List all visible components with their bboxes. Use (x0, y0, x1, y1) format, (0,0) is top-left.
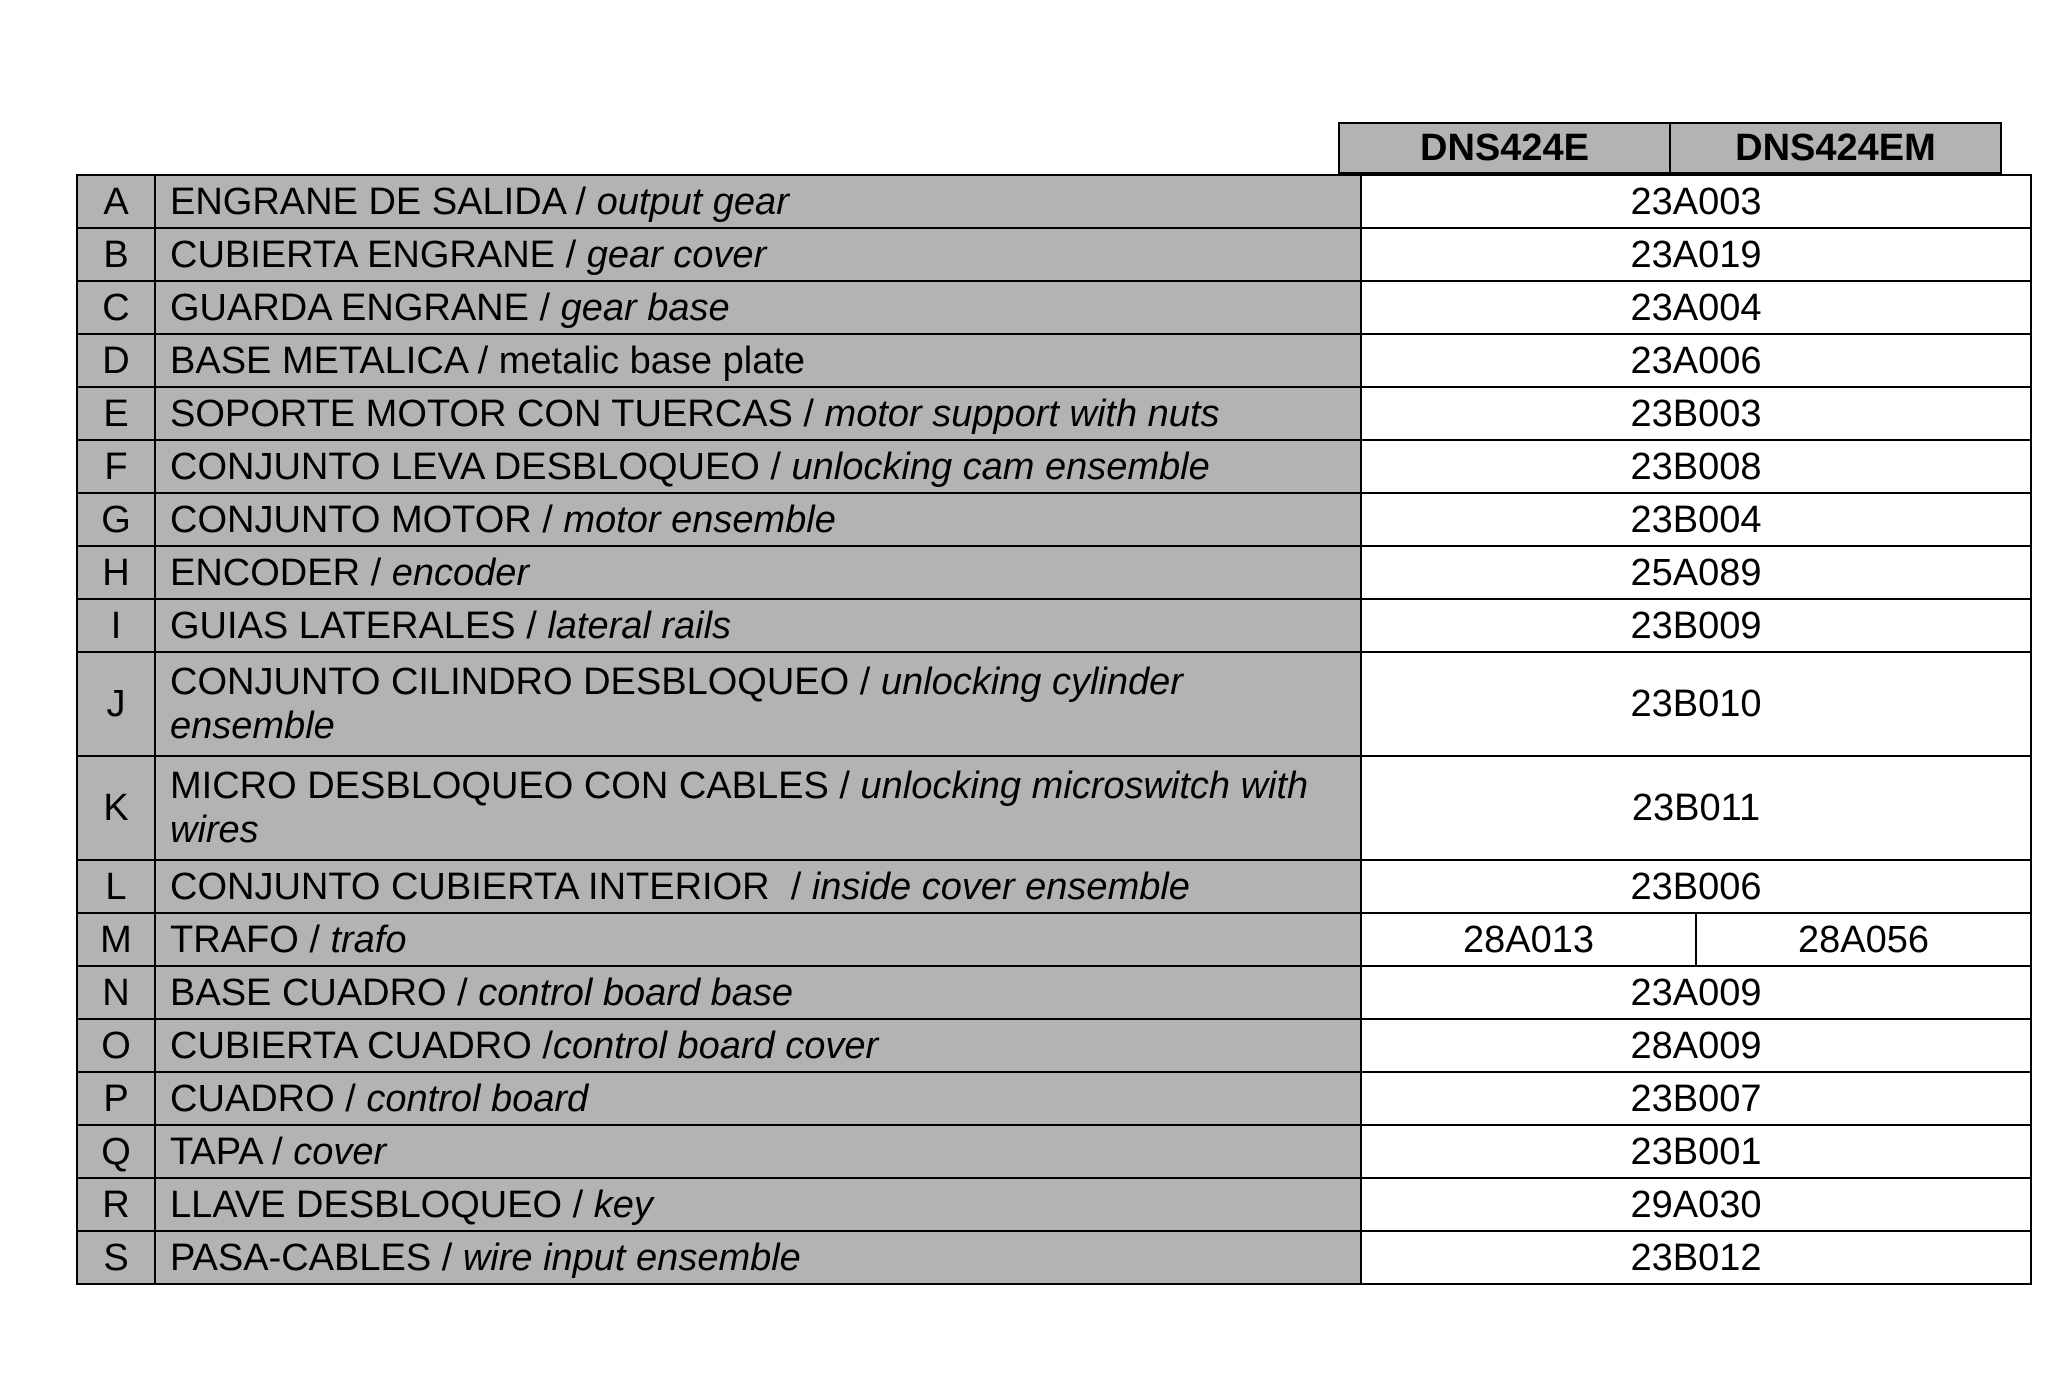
part-code: 23A009 (1361, 966, 2031, 1019)
table-row (77, 756, 2031, 860)
table-row (77, 599, 2031, 652)
part-letter: C (77, 281, 155, 334)
part-description (155, 966, 1361, 1019)
part-description (155, 281, 1361, 334)
part-letter: S (77, 1231, 155, 1284)
description-english: wire input ensemble (462, 1236, 801, 1279)
description-english: unlocking cam ensemble (791, 445, 1210, 488)
part-letter: J (77, 652, 155, 756)
description-spanish: ENCODER / (170, 551, 392, 594)
part-description (155, 1019, 1361, 1072)
part-code: 23B009 (1361, 599, 2031, 652)
part-code: 23A019 (1361, 228, 2031, 281)
description-spanish: CONJUNTO CUBIERTA INTERIOR / (170, 865, 812, 908)
parts-table (76, 174, 2032, 1285)
description-english: trafo (330, 918, 407, 961)
part-code: 23A006 (1361, 334, 2031, 387)
description-spanish: CUBIERTA ENGRANE / (170, 233, 587, 276)
description-english: motor support with nuts (824, 392, 1220, 435)
table-row (77, 281, 2031, 334)
description-spanish: SOPORTE MOTOR CON TUERCAS / (170, 392, 825, 435)
table-row (77, 493, 2031, 546)
part-letter: A (77, 175, 155, 228)
part-code: 23A004 (1361, 281, 2031, 334)
table-row (77, 228, 2031, 281)
table-row (77, 440, 2031, 493)
part-code: 23B004 (1361, 493, 2031, 546)
part-description (155, 1125, 1361, 1178)
table-row (77, 546, 2031, 599)
description-spanish: LLAVE DESBLOQUEO / (170, 1183, 594, 1226)
part-code: 29A030 (1361, 1178, 2031, 1231)
table-row (77, 387, 2031, 440)
part-letter: D (77, 334, 155, 387)
description-english: gear cover (586, 233, 767, 276)
part-code: 23B011 (1361, 756, 2031, 860)
table-row (77, 913, 2031, 966)
description-spanish: ENGRANE DE SALIDA / (170, 180, 597, 223)
part-code-dns424em: 28A056 (1696, 913, 2031, 966)
part-description (155, 1231, 1361, 1284)
description-english: encoder (391, 551, 530, 594)
description-english: gear base (560, 286, 730, 329)
description-english: unlocking cylinder ensemble (170, 661, 1183, 747)
table-row (77, 1072, 2031, 1125)
table-row (77, 1019, 2031, 1072)
part-code: 23B003 (1361, 387, 2031, 440)
table-row (77, 860, 2031, 913)
part-description (155, 387, 1361, 440)
description-spanish: MICRO DESBLOQUEO CON CABLES / (170, 765, 861, 807)
table-row (77, 652, 2031, 756)
part-description (155, 1072, 1361, 1125)
part-letter: M (77, 913, 155, 966)
part-letter: F (77, 440, 155, 493)
part-code: 28A009 (1361, 1019, 2031, 1072)
description-spanish: BASE CUADRO / (170, 971, 479, 1014)
part-code-dns424e: 28A013 (1361, 913, 1696, 966)
part-letter: O (77, 1019, 155, 1072)
model-header (1338, 122, 2002, 174)
table-row (77, 334, 2031, 387)
description-english: control board base (478, 971, 794, 1014)
part-code: 23B008 (1361, 440, 2031, 493)
description-spanish: CONJUNTO LEVA DESBLOQUEO / (170, 445, 792, 488)
part-code: 23B006 (1361, 860, 2031, 913)
table-row (77, 966, 2031, 1019)
table-row (77, 175, 2031, 228)
description-english: cover (293, 1130, 387, 1173)
description-spanish: CUBIERTA CUADRO / (170, 1024, 553, 1067)
part-letter: K (77, 756, 155, 860)
part-description (155, 860, 1361, 913)
description-spanish: GUARDA ENGRANE / (170, 286, 561, 329)
table-row (77, 1178, 2031, 1231)
description-english: output gear (596, 180, 789, 223)
part-code: 23B012 (1361, 1231, 2031, 1284)
part-description (155, 1178, 1361, 1231)
part-code: 23B010 (1361, 652, 2031, 756)
description-spanish: TAPA / (170, 1130, 294, 1173)
part-letter: E (77, 387, 155, 440)
description-english: key (593, 1183, 653, 1226)
column-header-dns424e: DNS424E (1338, 122, 1671, 174)
part-letter: Q (77, 1125, 155, 1178)
description-english: inside cover ensemble (811, 865, 1190, 908)
part-letter: N (77, 966, 155, 1019)
part-description (155, 913, 1361, 966)
description-english: control board (366, 1077, 589, 1120)
description-spanish: GUIAS LATERALES / (170, 604, 548, 647)
part-letter: G (77, 493, 155, 546)
part-code: 23B007 (1361, 1072, 2031, 1125)
part-code: 23B001 (1361, 1125, 2031, 1178)
part-letter: R (77, 1178, 155, 1231)
part-description (155, 652, 1361, 756)
part-description (155, 756, 1361, 860)
description-spanish: CONJUNTO MOTOR / (170, 498, 564, 541)
column-header-dns424em: DNS424EM (1669, 122, 2002, 174)
part-code: 25A089 (1361, 546, 2031, 599)
part-description (155, 546, 1361, 599)
part-letter: L (77, 860, 155, 913)
part-letter: P (77, 1072, 155, 1125)
part-description (155, 599, 1361, 652)
description-english: unlocking microswitch with wires (170, 765, 1309, 851)
part-letter: H (77, 546, 155, 599)
part-description (155, 334, 1361, 387)
table-row (77, 1125, 2031, 1178)
description-spanish: CONJUNTO CILINDRO DESBLOQUEO / (170, 661, 881, 703)
part-description (155, 228, 1361, 281)
table-row (77, 1231, 2031, 1284)
part-letter: B (77, 228, 155, 281)
part-description (155, 493, 1361, 546)
part-description (155, 440, 1361, 493)
description-english: lateral rails (547, 604, 732, 647)
description-spanish: TRAFO / (170, 918, 331, 961)
description-english: motor ensemble (563, 498, 836, 541)
description-spanish: PASA-CABLES / (170, 1236, 463, 1279)
part-letter: I (77, 599, 155, 652)
description-spanish: BASE METALICA / metalic base plate (170, 339, 806, 382)
description-english: control board cover (552, 1024, 879, 1067)
part-description (155, 175, 1361, 228)
part-code: 23A003 (1361, 175, 2031, 228)
description-spanish: CUADRO / (170, 1077, 367, 1120)
